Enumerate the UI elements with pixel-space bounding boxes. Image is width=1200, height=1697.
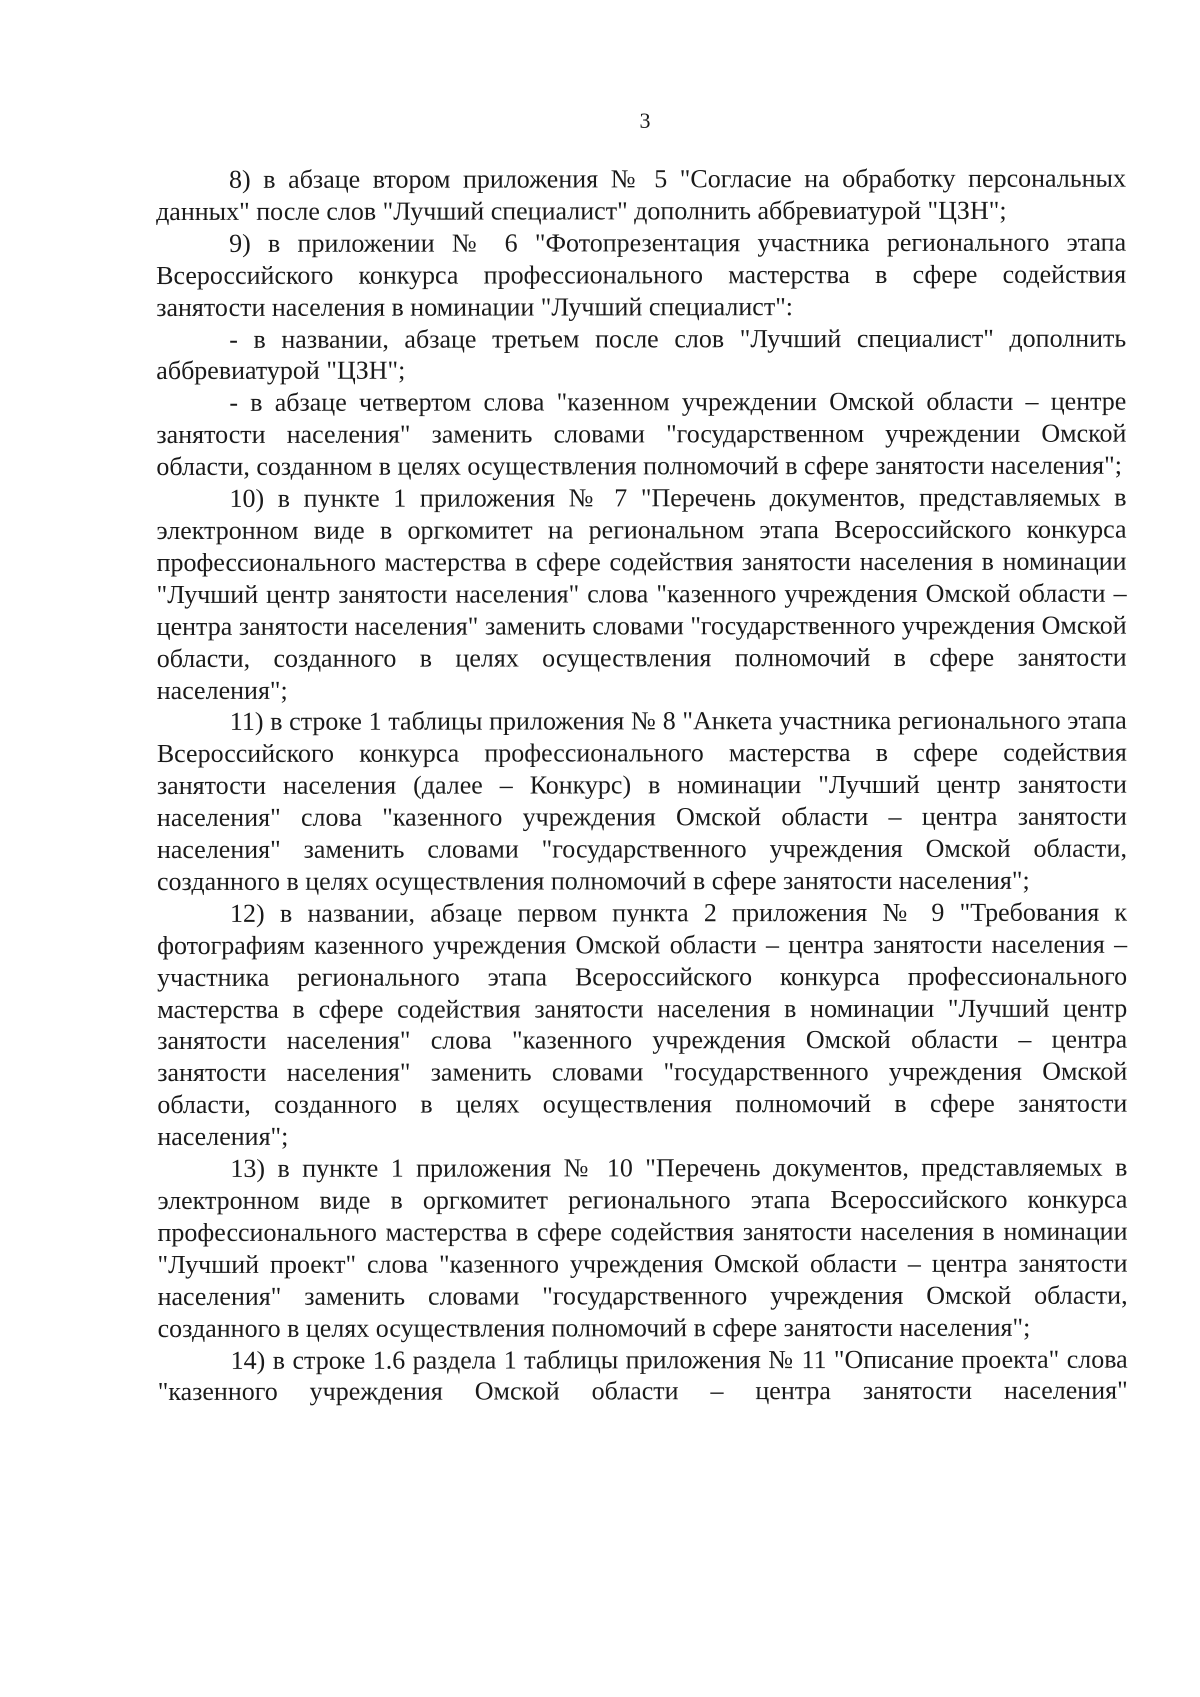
paragraph-item-9: 9) в приложении № 6 "Фотопрезентация участника регионального этапа Всероссийского конкурса профессионального мастерства в сфере содействия занятости населения в номинации "Лучший специалист": [156,227,1127,322]
paragraph-item-13: 13) в пункте 1 приложения № 10 "Перечень документов, представляемых в электронном виде в оргкомитет регионального этапа Всероссийского конкурса профессионального мастерства в сфере содействия занятости населения в номинации "Лучший проект" слова "казенного учреждения Омской области – центра занятости населения" заменить словами "государственного учреждения Омской области, созданного в целях осуществления полномочий в сфере занятости населения"; [157,1152,1128,1343]
page-number: 3 [639,108,651,133]
paragraph-item-8: 8) в абзаце втором приложения № 5 "Согласие на обработку персональных данных" после слов "Лучший специалист" дополнить аббревиатурой "ЦЗН"; [156,163,1127,226]
paragraph-item-11: 11) в строке 1 таблицы приложения № 8 "Анкета участника регионального этапа Всероссийского конкурса профессионального мастерства в сфере содействия занятости населения (далее – Конкурс) в номинации "Лучший центр занятости населения" слова "казенного учреждения Омской области – центра занятости населения" заменить словами "государственного учреждения Омской области, созданного в целях осуществления полномочий в сфере занятости населения"; [156,706,1127,896]
document-body [156,163,1128,1409]
paragraph-item-12: 12) в названии, абзаце первом пункта 2 приложения № 9 "Требования к фотографиям казенного учреждения Омской области – центра занятости населения – участника регионального этапа Всероссийского конкурса профессионального мастерства в сфере содействия занятости населения в номинации "Лучший центр занятости населения" слова "казенного учреждения Омской области – центра занятости населения" заменить словами "государственного учреждения Омской области, созданного в целях осуществления полномочий в сфере занятости населения"; [157,897,1128,1152]
paragraph-subitem-9-title: - в названии, абзаце третьем после слов "Лучший специалист" дополнить аббревиатурой "ЦЗН"; [156,323,1127,386]
paragraph-subitem-9-fourth: - в абзаце четвертом слова "казенном учреждении Омской области – центре занятости населения" заменить словами "государственном учреждении Омской области, созданном в целях осуществления полномочий в сфере занятости населения"; [156,386,1127,482]
paragraph-item-14: 14) в строке 1.6 раздела 1 таблицы приложения № 11 "Описание проекта" слова "казенного учреждения Омской области – центра занятости населения" [157,1344,1128,1407]
paragraph-item-10: 10) в пункте 1 приложения № 7 "Перечень документов, представляемых в электронном виде в оргкомитет на региональном этапа Всероссийского конкурса профессионального мастерства в сфере содействия занятости населения в номинации "Лучший центр занятости населения" слова "казенного учреждения Омской области – центра занятости населения" заменить словами "государственного учреждения Омской области, созданного в целях осуществления полномочий в сфере занятости населения"; [156,482,1127,705]
